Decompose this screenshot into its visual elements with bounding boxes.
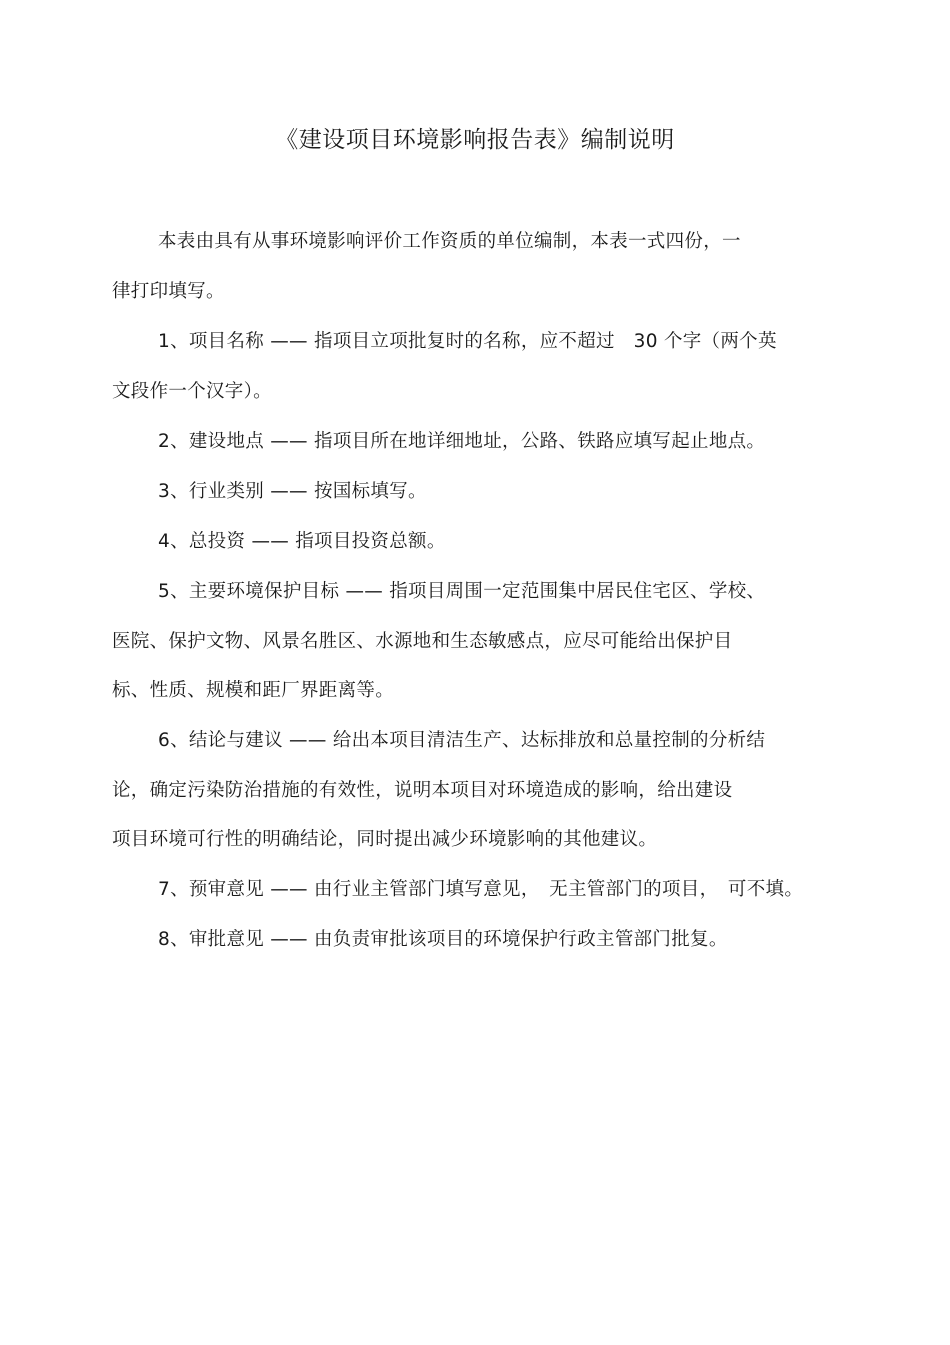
item-6-line-1: 6、结论与建议 —— 给出本项目清洁生产、达标排放和总量控制的分析结 <box>158 730 766 751</box>
paragraph-intro-line-1: 本表由具有从事环境影响评价工作资质的单位编制，本表一式四份，一 <box>158 231 741 252</box>
item-7-line-1: 7、预审意见 —— 由行业主管部门填写意见， 无主管部门的项目， 可不填。 <box>158 879 804 900</box>
item-1-line-1: 1、项目名称 —— 指项目立项批复时的名称，应不超过 30 个字（两个英 <box>158 331 777 352</box>
item-5-line-2: 医院、保护文物、风景名胜区、水源地和生态敏感点，应尽可能给出保护目 <box>112 631 733 652</box>
paragraph-intro-line-2: 律打印填写。 <box>112 281 225 302</box>
item-1-line-2: 文段作一个汉字）。 <box>112 381 272 402</box>
item-6-line-3: 项目环境可行性的明确结论，同时提出减少环境影响的其他建议。 <box>112 829 658 850</box>
page-title: 《建设项目环境影响报告表》编制说明 <box>275 127 675 153</box>
item-2-line-1: 2、建设地点 —— 指项目所在地详细地址，公路、铁路应填写起止地点。 <box>158 431 766 452</box>
item-4-line-1: 4、总投资 —— 指项目投资总额。 <box>158 531 446 552</box>
item-3-line-1: 3、行业类别 —— 按国标填写。 <box>158 481 427 502</box>
item-6-line-2: 论，确定污染防治措施的有效性，说明本项目对环境造成的影响，给出建设 <box>112 780 733 801</box>
item-5-line-1: 5、主要环境保护目标 —— 指项目周围一定范围集中居民住宅区、学校、 <box>158 581 766 602</box>
item-5-line-3: 标、性质、规模和距厂界距离等。 <box>112 680 395 701</box>
item-8-line-1: 8、审批意见 —— 由负责审批该项目的环境保护行政主管部门批复。 <box>158 929 728 950</box>
